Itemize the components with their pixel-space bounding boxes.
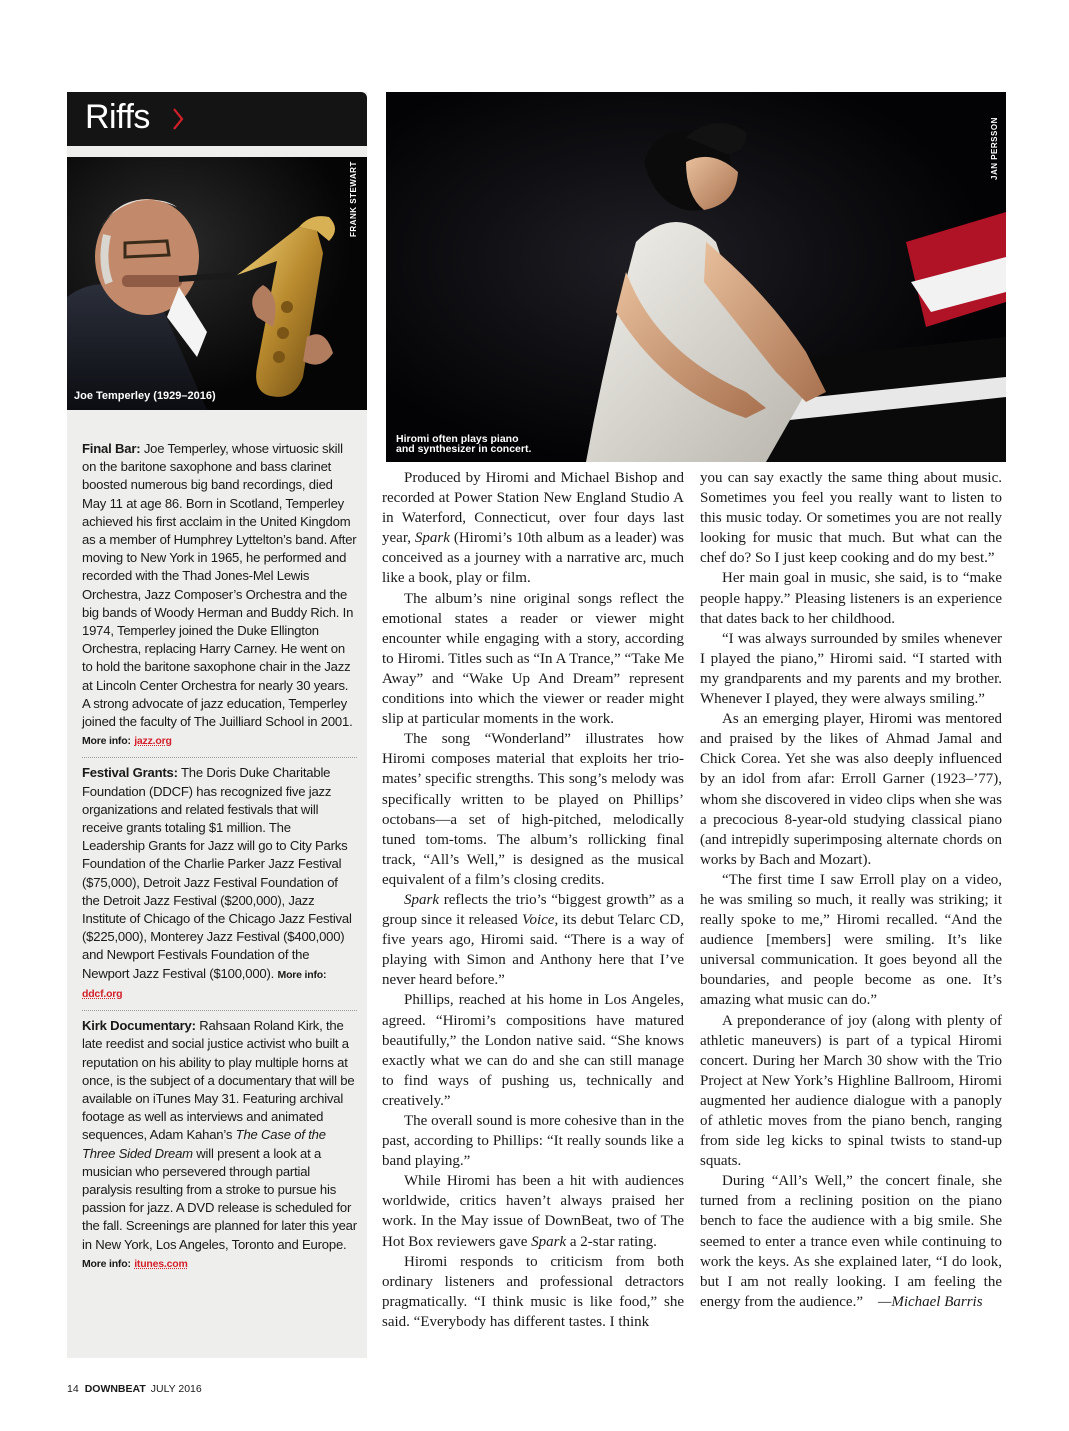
section-header [67, 92, 367, 146]
article-paragraph: you can say exactly the same thing about music. Sometimes you feel you really want to listen to this music today. Or sometimes you are not really looking for music that much. But what can the chef do? So I just keep cooking and do my best.” [700, 470, 1002, 567]
article-paragraph: The overall sound is more cohesive than in the past, according to Phillips: “It really sounds like a band playing.” [382, 1113, 684, 1170]
article-paragraph [382, 890, 684, 990]
article-paragraph: Hiromi responds to criticism from both ordinary listeners and professional detractors pragmatically. “I think music is like food,” she said. “Everybody has different tastes. I think [382, 1253, 684, 1330]
text-run: During “All’s Well,” the concert finale, she turned from a reclining position on the piano bench to face the audience with a big smile. She seemed to enter a trance even while continuing to work the keys. As she explained later, “I do look, but I am not really looking. I am feeling the energy from the audience.” [700, 1173, 1002, 1310]
issue-date: JULY 2016 [150, 1383, 202, 1395]
riffs-sidebar [67, 92, 367, 1358]
riff-heading: Kirk Documentary: [82, 1018, 196, 1034]
album-title: Spark [414, 530, 450, 547]
more-info-label: More info: [82, 735, 131, 748]
riff-body: Rahsaan Roland Kirk, the late reedist and social justice activist who built a reputation on his ability to play multiple horns at once, is the subject of a documentary that will be available on iTunes May 31. Featuring archival footage as well as interviews and animated sequences, Adam Kahan’s [82, 1018, 355, 1143]
text-run: (Hiromi’s 10th album as a leader) was conceived as a journey with a narrative arc, much like a book, play or film. [382, 530, 684, 587]
article-paragraph: Phillips, reached at his home in Los Angeles, agreed. “Hiromi’s compositions have matured beautifully,” the London native said. “She knows exactly what we can do and she can still manage to find ways of pushing us, technically and creatively.” [382, 992, 684, 1109]
article-paragraph: “I was always surrounded by smiles whenever I played the piano,” Hiromi said. “I started with my grandparents and my parents and my brother. Whenever I played, they were always smiling.” [700, 630, 1002, 708]
more-info-label: More info: [277, 968, 327, 981]
riff-body: will present a look at a musician who persevered through partial paralysis resulting from a stroke to pursue his passion for jazz. A DVD release is scheduled for the fall. Screenings are planned for later this year in New York, Los Angeles, Toronto and Europe. [82, 1145, 357, 1252]
more-info-link[interactable]: itunes.com [134, 1257, 188, 1270]
chevron-right-icon [171, 106, 185, 132]
riff-heading: Final Bar: [82, 441, 141, 456]
article-paragraph: A preponderance of joy (along with plenty of athletic maneuvers) is part of a typical Hiromi concert. During her March 30 show with the Trio Project at New York’s Highline Ballroom, Hiromi augmented her audience dialogue with a panoply of athletic moves from the piano bench, ranging from side leg kicks to spinal twists to stand-up squats. [700, 1012, 1002, 1170]
article-paragraph [382, 1171, 684, 1251]
riff-item-kirk-documentary [82, 1017, 357, 1273]
more-info-link[interactable]: ddcf.org [82, 987, 123, 1000]
temperley-photo [67, 157, 367, 410]
riffs-items [82, 440, 357, 1273]
article-paragraph [700, 1171, 1002, 1312]
article-paragraph: As an emerging player, Hiromi was mentored and praised by the likes of Ahmad Jamal and Chick Corea. Yet she was also deeply influenced by an idol from afar: Erroll Garner (1923–’77), whom she discovered in video clips when she was a precocious 8-year-old studying classical piano (and intrepidly superimposing alternate chords on works by Bach and Mozart). [700, 711, 1002, 868]
riff-body: Joe Temperley, whose virtuosic skill on the baritone saxophone and bass clarinet boosted numerous big band recordings, died May 11 at age 86. Born in Scotland, Temperley achieved his first acclaim in the United Kingdom as a member of Humphrey Lyttelton’s band. After moving to New York in 1965, he performed and recorded with the Thad Jones-Mel Lewis Orchestra, Jazz Composer’s Orchestra and the big bands of Woody Herman and Buddy Rich. In 1974, Temperley joined the Duke Ellington Orchestra, replacing Harry Carney. He went on to hold the baritone saxophone chair in the Jazz at Lincoln Center Orchestra for nearly 30 years. A strong advocate of jazz education, Temperley joined the faculty of The Juilliard School in 2001. [82, 441, 357, 730]
temperley-photo-image [67, 157, 367, 410]
magazine-name: DOWNBEAT [84, 1383, 146, 1395]
divider [82, 1010, 357, 1011]
photo-caption [396, 434, 531, 454]
divider [82, 757, 357, 758]
more-info-link[interactable]: jazz.org [134, 735, 172, 748]
article-paragraph: “The first time I saw Erroll play on a video, he was smiling so much, it really was striking; it really spoke to me,” Hiromi recalled. “And the audience [members] were smiling. It’s like universal communication. It goes beyond all the boundaries, and people become as one. It’s amazing what music can do.” [700, 871, 1002, 1009]
article-paragraph: Her main goal in music, she said, is to “make people happy.” Pleasing listeners is an experience that dates back to her childhood. [700, 570, 1002, 627]
caption-line: and synthesizer in concert. [396, 443, 532, 455]
photo-credit: FRANK STEWART [349, 161, 358, 237]
author-signature: —Michael Barris [877, 1293, 983, 1310]
article-column-right [700, 468, 1002, 1312]
text-run: reflects the trio’s “biggest growth” as a group since it released [382, 891, 684, 929]
riff-heading: Festival Grants: [82, 765, 178, 781]
article-column-left [382, 468, 684, 1332]
riff-item-festival-grants [82, 764, 357, 1003]
album-title: Spark [404, 891, 439, 908]
text-run: a 2-star rating. [566, 1233, 657, 1250]
text-run: Produced by Hiromi and Michael Bishop and recorded at Power Station New England Studio A in Waterford, Connecticut, over four days last year, [382, 470, 684, 547]
album-title: Voice [521, 912, 555, 929]
section-title: Riffs [85, 98, 150, 136]
film-title: The Case of the Three Sided Dream [82, 1127, 326, 1161]
more-info-label: More info: [82, 1257, 131, 1270]
article-paragraph: The album’s nine original songs reflect the emotional states a reader or viewer might encounter while engaging with a story, according to Hiromi. Titles such as “In A Trance,” “Take Me Away” and “Wake Up And Dream” represent conditions into which the viewer or reader might slip at particular moments in the work. [382, 590, 684, 728]
hiromi-photo-image [386, 92, 1006, 462]
photo-credit: JAN PERSSON [990, 117, 999, 180]
page-footer [67, 1383, 202, 1395]
article-paragraph [382, 468, 684, 589]
riff-item-final-bar [82, 440, 357, 750]
hiromi-photo [386, 92, 1006, 462]
text-run: , its debut Telarc CD, five years ago, Hiromi said. “There is a way of playing with Simon and Anthony here that I’ve never heard before.” [382, 912, 684, 989]
photo-caption: Joe Temperley (1929–2016) [74, 390, 216, 402]
riff-body: The Doris Duke Charitable Foundation (DDCF) has recognized five jazz organizations and related festivals that will receive grants totaling $1 million. The Leadership Grants for Jazz will go to City Parks Foundation of the Charlie Parker Jazz Festival ($75,000), Detroit Jazz Festival Foundation of the Detroit Jazz Festival ($200,000), Jazz Institute of Chicago of the Chicago Jazz Festival ($225,000), Monterey Jazz Festival ($400,000) and Newport Festivals Foundation of the Newport Jazz Festival ($100,000). [82, 765, 352, 981]
article-paragraph: The song “Wonderland” illustrates how Hiromi composes material that exploits her trio-mates’ specific strengths. This song’s melody was specifically written to be played on Phillips’ octobans—a set of high-pitched, melodically tuned tom-toms. The album’s rollicking final track, “All’s Well,” is designed as the musical equivalent of a film’s closing credits. [382, 731, 684, 888]
page-number: 14 [67, 1383, 79, 1395]
album-title: Spark [531, 1233, 567, 1250]
text-run: While Hiromi has been a hit with audiences worldwide, critics haven’t always praised her work. In the May issue of DownBeat, two of The Hot Box reviewers gave [382, 1173, 684, 1250]
caption-line: Hiromi often plays piano [396, 433, 519, 445]
